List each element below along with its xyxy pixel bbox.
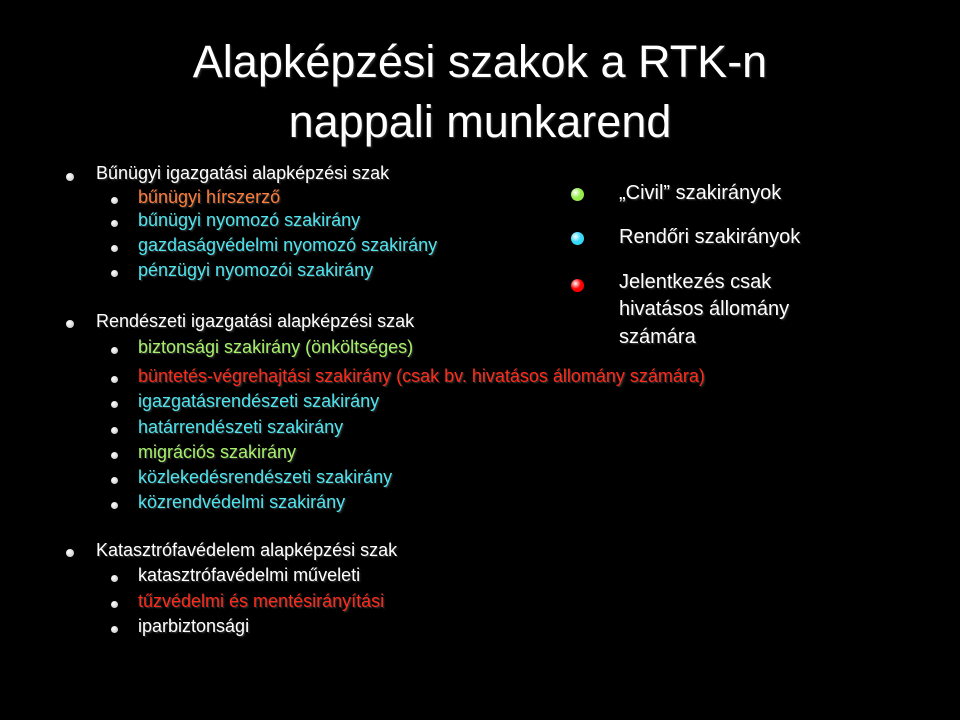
bullet-icon [111,427,118,434]
red-dot-icon [571,279,584,292]
cyan-dot-icon [571,232,584,245]
green-dot-icon [571,188,584,201]
title-line-1: Alapképzési szakok a RTK-n [192,36,768,87]
list-item: pénzügyi nyomozói szakirány [138,260,374,280]
list-item: migrációs szakirány [138,442,297,462]
legend-restricted-line3: számára [619,326,696,348]
title-line-2: nappali munkarend [288,96,672,147]
section-heading: Katasztrófavédelem alapképzési szak [96,540,398,560]
list-item: büntetés-végrehajtási szakirány (csak bv. hivatásos állomány számára) [138,366,705,386]
legend-restricted: Jelentkezés csak [619,271,772,293]
list-item: igazgatásrendészeti szakirány [138,391,380,411]
legend-restricted-line2: hivatásos állomány [619,298,790,320]
bullet-icon [111,502,118,509]
bullet-icon [111,270,118,277]
legend-civil: „Civil” szakirányok [619,182,782,204]
list-item: biztonsági szakirány (önköltséges) [138,337,414,357]
legend-police: Rendőri szakirányok [619,226,801,248]
bullet-icon [66,173,74,181]
section-heading: Bűnügyi igazgatási alapképzési szak [96,163,390,183]
list-item: közrendvédelmi szakirány [138,492,346,512]
bullet-icon [66,549,74,557]
bullet-icon [111,220,118,227]
list-item: közlekedésrendészeti szakirány [138,467,393,487]
bullet-icon [111,601,118,608]
bullet-icon [111,376,118,383]
bullet-icon [111,245,118,252]
bullet-icon [111,575,118,582]
list-item: gazdaságvédelmi nyomozó szakirány [138,235,438,255]
bullet-icon [111,452,118,459]
section-heading: Rendészeti igazgatási alapképzési szak [96,311,415,331]
bullet-icon [111,347,118,354]
list-item: bűnügyi hírszerző [138,187,281,207]
bullet-icon [111,626,118,633]
bullet-icon [66,320,74,328]
bullet-icon [111,401,118,408]
bullet-icon [111,477,118,484]
list-item: határrendészeti szakirány [138,417,344,437]
slide-title [0,32,960,152]
list-item: katasztrófavédelmi műveleti [138,565,361,585]
bullet-icon [111,197,118,204]
list-item: iparbiztonsági [138,616,250,636]
list-item: tűzvédelmi és mentésirányítási [138,591,385,611]
list-item: bűnügyi nyomozó szakirány [138,210,361,230]
